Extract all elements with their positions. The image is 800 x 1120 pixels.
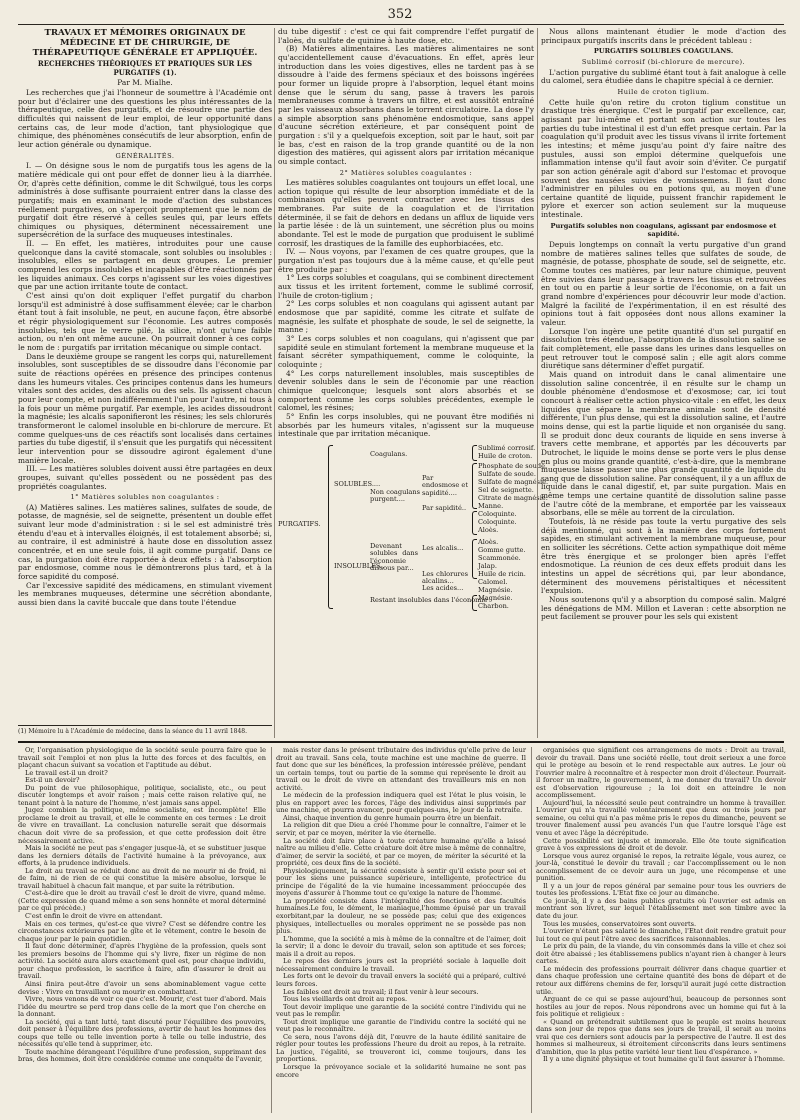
item: Citrate de magnésie. (478, 493, 548, 502)
paragraph: La propriété consiste dans l'intégralité des fonctions et des facultés humaines.Le fou, le dément, le maniaque,l'homme épuisé par un travail exorbitant,par la douleur, ne se possède pas; celui que des exigences physiques, intellectuelles ou morales oppriment ne se possède pas non plus. (276, 896, 526, 936)
paragraph: Depuis longtemps on connaît la vertu purgative d'un grand nombre de matières salines telles que sulfates de soude, de magnésie, de potasse, phosphate de soude, sel de seignette, etc. Comme toutes ces matières, par leur nature chimique, peuvent être suivies dans leur passage à travers les tissus et retrouvées en tout ou en partie à leur sortie de l'économie, on a fait un grand nombre d'expériences pour découvrir leur mode d'action. Malgré la facilité de l'expérimentation, il en est résulté des opinions tout à fait opposées dont nous allons examiner la valeur. (541, 240, 786, 327)
paragraph: organisées que signifient ces arrangemens de mots : Droit au travail, devoir du travail. Dans une société réelle, tout droit serieux a une force qui le protège au besoin et le rend respectable aux autres. Le jour où l'ouvrier malre à reconnaître et à respecter mon droit d'électeur. Pourrait-il forcer un maître, le gouvernement, à me donner du travail? Un devoir est d'observation rigoureuse ; la loi doit en atteindre le non accomplissement. (536, 746, 786, 800)
paragraph: Mais quand on introduit dans le canal alimentaire une dissolution saline concentrée, il en résulte sur le champ un double phénomène d'endosmose et d'exosmose; car, ici tout concourt à réaliser cette action physico-vitale : en effet, les deux liquides que sépare la membrane animale sont de densité différente, l'un plus dense, qui est la dissolution saline, et l'autre moins dense, qui est la partie liquide et non organisée du sang. Il se produit donc deux courants de liquide en sens inverse à travers cette membrane, et apportés par les découverts par Dutrochet, le liquide le moins dense se porte vers le plus dense en plus ou moins grande quantité, c'est-à-dire, que la membrane muqueuse laisse passer une plus grande quantité de liquide du sang que de dissolution saline. Par conséquent, il y a un afflux de liquide dans le canal digestif, et, par suite purgation. Mais en même temps une certaine quantité de dissolution saline passe de l'autre côté de la membrane, et emportée par les vaisseaux absorbans, elle se mêle au torrent de la circulation. (541, 369, 786, 518)
brace (472, 595, 477, 611)
article-column-3 (541, 28, 786, 738)
paragraph: Nous soutenons qu'il y a absorption du composé salin. Malgré les dénégations de MM. Millon et Laveran : cette absorption ne peut facilement se prouver pour les sels qui existent (541, 595, 786, 622)
item: Manne. (478, 501, 504, 510)
item: Phosphate de soude. (478, 461, 548, 470)
top-rule (18, 24, 784, 25)
paragraph: Le travail est-il un droit? (25, 768, 108, 777)
paragraph: Mais la société ne peut pas s'engager jusque-là, et se substituer jusque dans les derniers détails de l'activité humaine à la prévoyance, aux efforts, à la prudence individuels. (18, 844, 266, 868)
paragraph: Tout droit implique une garantie de l'individu contre la société qui ne veut pas le reconnaître. (276, 1017, 526, 1034)
paragraph: Physiologiquement, la sécurité consiste à sentir qu'il existe pour soi et pour les siens une puissance supérieure, intelligente, protectrice du principe de l'égalité de la vie humaine incessamment préoccupée des moyens d'assurer à l'homme tout ce qu'exige la nature de l'homme. (276, 866, 526, 898)
section-heading: 1° Matières solubles non coagulantes : (70, 493, 220, 502)
paragraph: Jugez combien la politique, même socialiste, est incomplète! Elle proclame le droit au travail, et elle le commente en ces termes : Le droit de vivre en travaillant. La conclusion naturelle serait que désormais chacun doit vivre de sa profession, et que cette profession doit être nécessairement active. (18, 806, 266, 845)
paragraph: Cette huile qu'on retire du croton tiglium constitue un drastique très énergique. C'est le purgatif par excellence, car, agissant par lui-même et portant son action sur toutes les parties du tube intestinal il est d'un effet presque certain. Par la coagulation qu'il produit avec les tissus vivans il irrite fortement les intestins; et même jusqu'au point d'y faire naître des pustules, aussi son emploi détermine quelquefois une inflammation intense qu'il faut avoir soin d'éviter. Ce purgatif par son action générale agit d'abord sur l'estomac et provoque souvent des nausées suivies de vomissemens. Il faut donc l'administrer en pilules ou en potions qui, au moyen d'une certaine quantité de liquide, puissent franchir rapidement le pylore et exercer son action seulement sur la muqueuse intestinale. (541, 97, 786, 220)
paragraph: Aujourd'hui, la nécessité seule peut contraindre un homme à travailler. L'ouvrier qui n'a travaillé volontairement que deux ou trois jours par semaine, ou celui qui n'a pas même pris le repos du dimanche, peuvent se trouver finalement aussi peu avancés l'un que l'autre lorsque l'âge est venu et avec l'âge la décrépitude. (536, 798, 786, 838)
item: Coloquinte. (478, 509, 517, 518)
column-divider (274, 28, 275, 738)
section-heading: Purgatifs solubles non coagulans, agissant par endosmose et sapidité. (550, 221, 777, 239)
paragraph: La société doit faire place à toute créature humaine qu'elle a laissé naître au milieu d'elle. Cette créature doit être mise à même de connaître, d'aimer, de servir la société, et par ce moyen, de mériter la sécurité et la propriété, ces deux fins de la société. (276, 836, 526, 868)
item: Magnésie. (478, 593, 513, 602)
paragraph: (B) Matières alimentaires. Les matières alimentaires ne sont qu'accidentellement cause d'évacuations. En effet, après leur introduction dans les voies digestives, elles ne tardent pas à se dissoudre à l'aide des fermens spéciaux et des boissons ingérées pour former un liquide propre à l'absorption, lequel étant moins dense que le sérum du sang, passe à travers les parois membraneuses comme à travers un filtre, et est aussitôt entraîné par les vaisseaux absorbans dans le torrent circulatoire. La dose l'y a simple absorption sans phénomène endosmotique, sans appel d'aucune sécrétion extérieure, et par conséquent point de purgation : s'il y a quelquefois exception, soit par le haut, soit par le bas, c'est en raison de la trop grande quantité ou de la non digestion des matières, qui agissent alors par irritation mécanique ou simple contact. (278, 44, 534, 166)
item: Gomme gutte. (478, 545, 526, 554)
paragraph: Tout devoir implique une garantie de la société contre l'individu qui ne veut pas le remplir. (276, 1002, 526, 1019)
article-subtitle: RECHERCHES THÉORIQUES ET PRATIQUES SUR LES PURGATIFS (1). (37, 59, 253, 77)
paragraph: Nous allons maintenant étudier le mode d'action des principaux purgatifs inscrits dans le précédent tableau : (541, 27, 786, 45)
feuilleton-rule (18, 741, 784, 743)
paragraph: 1° Les corps solubles et coagulans, qui se combinent directement aux tissus et les irritent fortement, comme le sublimé corrosif, l'huile de croton-tiglium ; (278, 273, 534, 300)
brace (472, 445, 477, 461)
item: Sulfate de magnésie. (478, 477, 549, 486)
class-solubles: SOLUBLES.... (334, 479, 381, 488)
paragraph: 3° Les corps solubles et non coagulans, qui n'agissent que par sapidité seule en stimulant fortement la membrane muqueuse et la faisant sécréter sympathiquement, comme le coloquinte, la coloquinte ; (278, 333, 534, 369)
class-coagulans: Coagulans. (370, 449, 408, 458)
paragraph: Le droit au travail se réduit donc au droit de ne mourir ni de froid, ni de faim, ni de rien de ce qui constitue la misère absolue, lorsque le travail habituel à chacun fait manque, et par suite la rétribution. (18, 866, 266, 890)
class-devenant-solubles: Devenant solubles dans l'économie dissous par... (370, 541, 418, 573)
paragraph: du tube digestif : c'est ce qui fait comprendre l'effet purgatif de l'aloès, du sulfate de quinine à haute dose, etc. (278, 27, 534, 45)
paragraph: Lorsque l'on ingère une petite quantité d'un sel purgatif en dissolution très étendue, l'absorption de la dissolution saline se fait complètement, elle passe dans les urines dans lesquelles on peut retrouver tout le composé salin ; elle agit alors comme diurétique sans déterminer d'effet purgatif. (541, 326, 786, 371)
item: Aloès. (478, 525, 499, 534)
paragraph: C'est enfin le droit de vivre en attendant. (25, 912, 163, 921)
paragraph: Mais en ces termes, qu'est-ce que vivre? C'est se défendre contre les circonstances extérieures par le gîte et le vêtement, contre le besoin de chaque jour par le pain quotidien. (18, 919, 266, 943)
paragraph: L'action purgative du sublimé étant tout à fait analogue à celle du calomel, sera étudiée dans le chapitre spécial à ce dernier. (541, 67, 786, 86)
paragraph: mais rester dans le présent tributaire des individus qu'elle prive de leur droit au travail. Sans cela, toute machine est une machine de guerre. Il faut donc que sur les bénéfices, la profession intéressée prélève, pendant un certain temps, tout ou partie de la somme qui représente le droit au travail ou le droit de vivre en attendant des travailleurs mis en non activité. (276, 746, 526, 792)
brace (472, 539, 477, 579)
paragraph: I. — On désigne sous le nom de purgatifs tous les agens de la matière médicale qui ont pour effet de donner lieu à la diarrhée. Or, d'après cette définition, comme le dit Schwilgué, tous les corps administrés à dose suffisante pourraient entrer dans la classe des purgatifs; mais en examinant le mode d'action des substances réellement purgatives, on s'aperçoit promptement que le nom de purgatif doit être réservé à celles seules qui, par leurs effets chimiques ou physiques, déterminent nécessairement une supersécrétion de la surface des muqueuses intestinales. (18, 161, 272, 240)
paragraph: Ainsi finira peut-être d'avoir un sens abominablement vague cette devise : Vivre en travaillant ou mourir en combattant. (18, 979, 266, 996)
paragraph: Ainsi, chaque invention du genre humain pourra être un bienfait. (283, 813, 502, 822)
paragraph: Arguant de ce qui se passe aujourd'hui, beaucoup de personnes sont hostiles au jour de repos. Nous répondrons avec un homme qui fut à la fois politique et religieux : (536, 995, 786, 1019)
paragraph: Les forts ont le devoir du travail envers la société qui a préparé, cultivé leurs forces. (276, 972, 526, 988)
paragraph: Cette possibilité est injuste et immorale. Elle ôte toute signification grave à vos expressions de droit et de devoir. (536, 836, 786, 853)
paragraph: Ce sera, nous l'avons déjà dit, l'œuvre de la haute édilité sanitaire de régler pour toutes les professions l'heure du droit au repos, à la retraite. La justice, l'égalité, se trouveront ici, comme toujours, dans les proportions. (276, 1032, 526, 1064)
paragraph: 5° Enfin les corps insolubles, qui ne pouvant être modifiés ni absorbés par les humeurs vitales, n'agissent sur la muqueuse intestinale que par irritation mécanique. (278, 411, 534, 439)
article-column-1 (18, 28, 272, 738)
paragraph: (A) Matières salines. Les matières salines, sulfates de soude, de potasse, de magnésie, sel de seignette, présentent un double effet suivant leur mode d'administration : si le sel est administré très étendu d'eau et à intervalles éloignés, il est totalement absorbé; si, au contraire, il est administré à haute dose en dissolution assez concentrée, et en une seule fois, il agit comme purgatif. Dans ce cas, la purgation doit être rapportée à deux effets : à l'absorption par endosmose, comme nous le démontrerons plus tard, et à la force sapidité du composé. (18, 502, 272, 582)
paragraph: Il faut donc déterminer, d'après l'hygiène de la profession, quels sont les premiers besoins de l'homme qui s'y livre, fixer un régime de non activité. La société aura alors exactement quel est, pour chaque individu, pour chaque profession, le sacrifice à faire, afin d'assurer le droit au travail. (18, 942, 266, 981)
paragraph: Les faibles ont droit au travail; il faut venir à leur secours. (283, 987, 479, 996)
section-heading: GÉNÉRALITÉS. (115, 151, 175, 160)
paragraph: Lorsque vous aurez organisé le repos, la retraite légale, vous aurez, ce jour-là, constitué le devoir du travail ; car l'accomplissement ou le non accomplissement de ce devoir aura un juge, une récompense et une punition. (536, 851, 786, 883)
paragraph: Le médecin de la profession indiquera quel est l'état le plus voisin, le plus en rapport avec les forces, l'âge des individus ainsi supprimés par une machine, et pourra avancer, pour quelques-uns, le jour de la retraite. (276, 791, 526, 815)
feuilleton-column-2 (276, 747, 526, 1113)
paragraph: 4° Les corps naturellement insolubles, mais susceptibles de devenir solubles dans le sein de l'économie par une réaction chimique quelconque; lesquels sont alors absorbés et se comportent comme les corps solubles précédentes, exemple le calomel, les résines; (278, 368, 534, 413)
class-chlorures: Les chlorures alcalins... (422, 569, 468, 586)
paragraph: Tous les vieillards ont droit au repos. (283, 995, 408, 1004)
paragraph: Le repos des derniers jours est la propriété sociale à laquelle doit nécessairement conduire le travail. (276, 957, 526, 973)
paragraph: Le médecin des professions pourrait délivrer dans chaque quartier et dans chaque profession une certaine quantité des bons de départ et de retour aux différens chemins de fer, lorsqu'il aurait jugé cette distraction utile. (536, 964, 786, 996)
paragraph: Or, l'organisation physiologique de la société seule pourra faire que le travail soit l'emploi et non plus la lutte des forces et des facultés, en plaçant chacun suivant sa vocation et l'aptitude au début. (18, 746, 266, 770)
paragraph: Car l'excessive sapidité des médicamens, en stimulant vivement les membranes muqueuses, détermine une sécrétion abondante, aussi bien dans la cavité buccale que dans toute l'étendue (18, 580, 272, 608)
paragraph: Est-il un devoir? (25, 776, 80, 785)
subsection-heading: Sublimé corrosif (bi-chlorure de mercure). (581, 57, 746, 66)
paragraph: C'est-à-dire que le droit au travail c'est le droit de vivre, quand même. (Cette expression de quand même a son sens honnête et moral déterminé par ce qui précède.) (18, 889, 266, 913)
class-endosmose: Par endosmose et sapidité.... (422, 473, 468, 497)
paragraph: Tous les musées, conservatoires sont ouverts. (543, 919, 697, 928)
item: Magnésie. (478, 585, 513, 594)
item: Sel de seignette. (478, 485, 534, 494)
class-sapidite: Par sapidité.. (422, 503, 467, 512)
column-divider (531, 747, 532, 1113)
class-restant-insolubles: Restant insolubles dans l'économie (370, 595, 488, 604)
paragraph: Du point de vue philosophique, politique, socialiste, etc., ou peut discuter longtemps et avoir raison ; mais cette raison relative qui, ne tenant point à la nature de l'homme, n'est jamais sans appel. (18, 783, 266, 807)
paragraph: Toute machine dérangeant l'équilibre d'une profession, supprimant des bras, des hommes, doit être considérée comme une conquête de l'avenir, (18, 1047, 266, 1064)
item: Huile de ricin. (478, 569, 526, 578)
paragraph: Le prix du pain, de la viande, du vin consommés dans la ville et chez soi doit être abaissé ; les établissemens publics n'ayant rien à changer à leurs cartes. (536, 942, 786, 966)
section-heading: 2° Matières solubles coagulantes : (339, 168, 473, 177)
item: Charbon. (478, 601, 509, 610)
page-number: 352 (387, 7, 413, 22)
paragraph: La société, qui a tant lutté, tant discuté pour l'équilibre des pouvoirs, doit penser à l'équilibre des professions, avertir de haut les hommes des coups que telle ou telle invention porte à telle ou telle industrie, des nécessités qu'elle tend à supprimer, etc. (18, 1017, 266, 1049)
paragraph: Toutefois, là ne réside pas toute la vertu purgative des sels déjà mentionné, qui sont à la manière des corps fortement sapides, en stimulant activement la membrane muqueuse, pour en solliciter les sécrétions. Cette action sympathique doit même être très énergique et se prolonger bien après l'effet endosmotique. La réunion de ces deux effets produit dans les intestins un appel de sécrétions qui, par leur abondance, déterminent des mouvemens péristaltiques et nécessitent l'expulsion. (541, 517, 786, 596)
paragraph: « Quand on prétendrait subtilement que le peuple est moins heureux dans son jour de repos que dans ses jours de travail, il serait au moins vrai que ces derniers sont adoucis par la perspective de l'autre. Il est des hommes si malheureux, si étroitement circonscrits dans leurs sentimens d'ambition, que la plus petite variété leur tient lieu d'espérance. » (536, 1017, 786, 1056)
article-title: TRAVAUX ET MÉMOIRES ORIGINAUX DE MÉDECINE ET DE CHIRURGIE, DE THÉRAPEUTIQUE GÉNÉRALE ET APPLIQUÉE. (32, 28, 258, 58)
item: Scammonée. (478, 553, 521, 562)
column-divider (537, 28, 538, 738)
paragraph: Dans le deuxième groupe se rangent les corps qui, naturellement insolubles, sont susceptibles de se dissoudre dans l'économie par suite de réactions opérées en présence des principes contenus dans les humeurs vitales. Ces principes contenus dans les humeurs vitales sont des acides, des alcalis ou des sels. Ils agissent chacun pour leur compte, et non indifféremment l'un pour l'autre, ni tous à la fois pour un même purgatif. Par exemple, les acides dissoudront la magnésie; les alcalis saponifieront les résines; les sels chlorurés transformeront le calomel insoluble en bi-chlorure de mercure. Et comme quelques-uns de ces réactifs sont localisés dans certaines parties du tube digestif, il s'ensuit que les purgatifs qui nécessitent leur intervention pour se dissoudre agiront également d'une manière locale. (18, 351, 272, 465)
item: Sulfate de soude. (478, 469, 536, 478)
paragraph: Les recherches que j'ai l'honneur de soumettre à l'Académie ont pour but d'éclairer une des questions les plus intéressantes de la thérapeutique, celle des purgatifs, et de résoudre une partie des difficultés qui naissent de leur emploi, de leur opportunité dans certains cas, de leur mode d'action, tant physiologique que chimique, des phénomènes consécutifs de leur absorption, enfin de leur action générale ou dynamique. (18, 87, 272, 149)
brace (328, 445, 333, 609)
brace (472, 463, 477, 509)
paragraph: Les matières solubles coagulantes ont toujours un effet local, une action topique qui résulte de leur absorption immédiate et de la combinaison qu'elles peuvent contracter avec les tissus des membranes. Par suite de la coagulation et de l'irritation déterminée, il se fait de dehors en dedans un afflux de liquide vers la partie lésée : de là un suintement, une sécrétion plus ou moins abondante. Tel est le mode de purgation que produisent le sublimé corrosif, les drastiques de la famille des euphorbiacées, etc. (278, 178, 534, 248)
paragraph: La religion dit que Dieu a créé l'homme pour le connaître, l'aimer et le servir, et par ce moyen, mériter la vie éternelle. (276, 821, 526, 838)
column-divider (271, 747, 272, 1113)
class-purgatifs: PURGATIFS. (278, 519, 321, 528)
paragraph: L'homme, que la société a mis à même de la connaître et de l'aimer, doit la servir; il a donc le devoir du travail, selon son aptitude et ses forces; mais il a droit au repos. (276, 934, 526, 958)
feuilleton-column-1 (18, 747, 266, 1113)
paragraph: Lorsque la prévoyance sociale et la solidarité humaine ne sont pas encore (276, 1062, 526, 1079)
paragraph: Ce jour-là, il y a des bains publics gratuits où l'ouvrier est admis en montrant son livret, sur lequel l'établissement met son timbre avec la date du jour. (536, 896, 786, 921)
item: Coloquinte. (478, 517, 517, 526)
class-insolubles: INSOLUBLES.. (334, 561, 385, 570)
classification-table (278, 443, 549, 611)
class-alcalis: Les alcalis... (422, 543, 464, 552)
paragraph: II. — En effet, les matières, introduites pour une cause quelconque dans la cavité stomacale, sont solubles ou insolubles : insolubles, elles se partagent en deux groupes. Le premier comprend les corps insolubles et incapables d'être réactionnés par les liquides animaux. Ces corps n'agissent sur les voies digestives que par une action irritante toute de contact. (18, 239, 272, 292)
paragraph: L'ouvrier n'étant pas salarié le dimanche, l'Etat doit rendre gratuit pour lui tout ce qui peut l'être avec des sacrifices raisonnables. (536, 927, 786, 943)
class-non-coagulans: Non coagulans purgent.... (370, 487, 420, 504)
item: Jalap. (478, 561, 497, 570)
paragraph: III. — Les matières solubles doivent aussi être partagées en deux groupes, suivant qu'elles possèdent ou ne possèdent pas des propriétés coagulantes. (18, 464, 272, 491)
feuilleton-column-3 (536, 747, 786, 1113)
footnote: (1) Mémoire lu à l'Académie de médecine, dans la séance du 11 avril 1848. (18, 725, 272, 735)
subsection-heading: Huile de croton tiglium. (617, 87, 710, 96)
paragraph: IV. — Nous voyons, par l'examen de ces quatre groupes, que la purgation n'est pas toujours due à la même cause, et qu'elle peut être produite par : (278, 247, 534, 274)
item: Sublimé corrosif. (478, 443, 536, 452)
paragraph: C'est ainsi qu'on doit expliquer l'effet purgatif du charbon lorsqu'il est administré à dose suffisamment élevée; car le charbon étant tout à fait insoluble, ne peut, en aucune façon, être absorbé et régir physiologiquement sur l'économie. Les autres composés insolubles, tels que le verre pilé, la silice, n'ont qu'une faible action, ou n'en ont même aucune. On pourrait donner à ces corps le nom de : purgatifs par irritation mécanique ou simple contact. (18, 291, 272, 352)
brace (472, 511, 477, 535)
paragraph: 2° Les corps solubles et non coagulans qui agissent autant par endosmose que par sapidité, comme les citrate et sulfate de magnésie, les sulfate et phosphate de soude, le sel de seignette, la manne ; (278, 299, 534, 335)
class-acides: Les acides... (422, 583, 464, 592)
item: Aloès. (478, 537, 499, 546)
item: Huile de croton. (478, 451, 533, 460)
paragraph: Il y a un jour de repos général par semaine pour tous les ouvriers de toutes les professions. L'Etat fixe ce jour au dimanche. (536, 881, 786, 898)
item: Calomel. (478, 577, 508, 586)
section-heading: PURGATIFS SOLUBLES COAGULANS. (593, 47, 734, 56)
paragraph: Il y a une dignité physique et tout humaine qu'il faut assurer à l'homme. (543, 1055, 786, 1064)
paragraph: Vivre, nous venons de voir ce que c'est. Mourir, c'est tuer d'abord. Mais l'idée du meurtre se perd trop dans celle de la mort que l'on cherche en la donnant. (18, 995, 266, 1019)
article-column-2 (278, 27, 549, 738)
article-author: Par M. Mialhe. (117, 78, 173, 88)
